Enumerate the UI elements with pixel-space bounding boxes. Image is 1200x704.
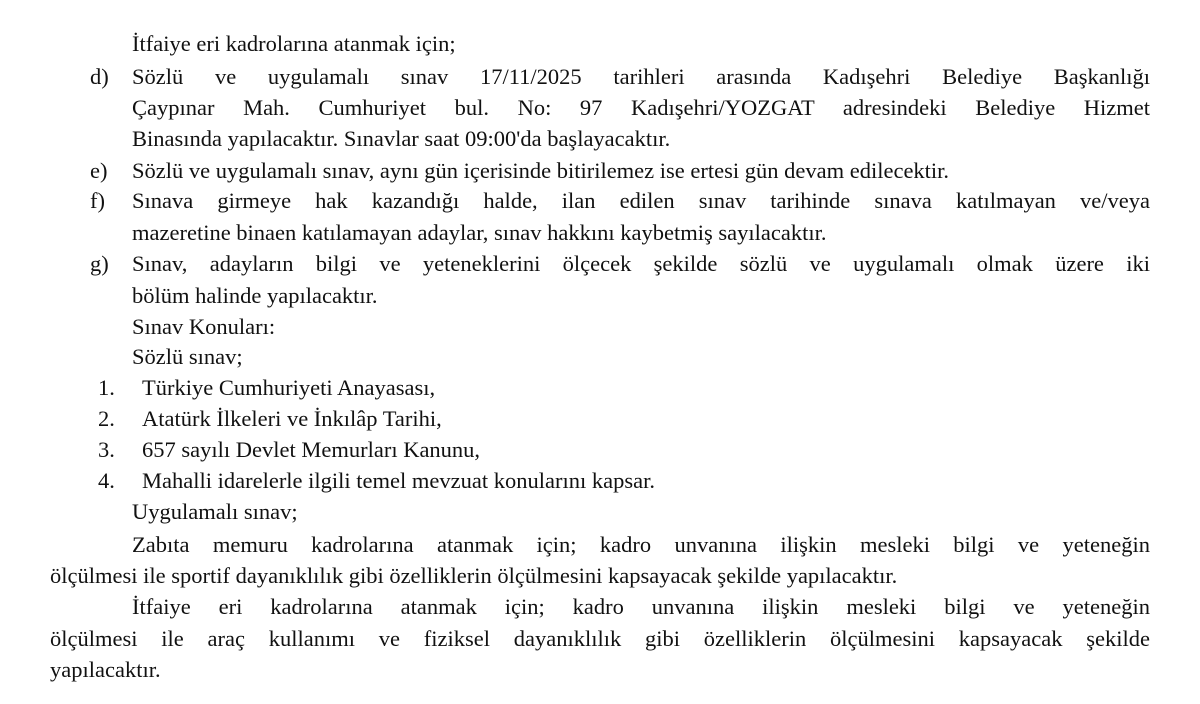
exam-topics-heading: Sınav Konuları: (132, 314, 276, 339)
item-f-line-2: mazeretine binaen katılamayan adaylar, sınav hakkını kaybetmiş sayılacaktır. (132, 220, 827, 245)
practical-exam-heading: Uygulamalı sınav; (132, 499, 298, 524)
oral-topic-2-number: 2. (98, 406, 115, 431)
item-g-line-2: bölüm halinde yapılacaktır. (132, 283, 378, 308)
item-d-marker: d) (90, 64, 109, 89)
item-d-line-2: Çaypınar Mah. Cumhuriyet bul. No: 97 Kadışehri/YOZGAT adresindeki Belediye Hizmet (132, 95, 1150, 120)
oral-topic-4-number: 4. (98, 468, 115, 493)
item-f-line-1: Sınava girmeye hak kazandığı halde, ilan edilen sınav tarihinde sınava katılmayan ve/veya (132, 188, 1150, 213)
oral-topic-1-number: 1. (98, 375, 115, 400)
oral-topic-1: Türkiye Cumhuriyeti Anayasası, (142, 375, 436, 400)
paragraph-1-line-1: Zabıta memuru kadrolarına atanmak için; kadro unvanına ilişkin mesleki bilgi ve yeteneğin (132, 532, 1150, 557)
paragraph-2-line-1: İtfaiye eri kadrolarına atanmak için; kadro unvanına ilişkin mesleki bilgi ve yeteneğin (132, 594, 1150, 619)
oral-topic-4: Mahalli idarelerle ilgili temel mevzuat konularını kapsar. (142, 468, 655, 493)
oral-topic-2: Atatürk İlkeleri ve İnkılâp Tarihi, (142, 406, 442, 431)
item-e-line-1: Sözlü ve uygulamalı sınav, aynı gün içerisinde bitirilemez ise ertesi gün devam edilecektir. (132, 158, 950, 183)
item-f-marker: f) (90, 188, 105, 213)
oral-topic-3-number: 3. (98, 437, 115, 462)
item-d-line-3: Binasında yapılacaktır. Sınavlar saat 09:00'da başlayacaktır. (132, 126, 671, 151)
paragraph-2-line-2: ölçülmesi ile araç kullanımı ve fiziksel dayanıklılık gibi özelliklerin ölçülmesini kapsayacak şekilde (50, 626, 1150, 651)
item-e-marker: e) (90, 158, 108, 183)
oral-topic-3: 657 sayılı Devlet Memurları Kanunu, (142, 437, 481, 462)
item-g-marker: g) (90, 251, 109, 276)
paragraph-1-line-2: ölçülmesi ile sportif dayanıklılık gibi özelliklerin ölçülmesini kapsayacak şekilde yapılacaktır. (50, 563, 898, 588)
oral-exam-heading: Sözlü sınav; (132, 344, 243, 369)
intro-line: İtfaiye eri kadrolarına atanmak için; (132, 31, 456, 56)
item-g-line-1: Sınav, adayların bilgi ve yeteneklerini ölçecek şekilde sözlü ve uygulamalı olmak üzere iki (132, 251, 1150, 276)
item-d-line-1: Sözlü ve uygulamalı sınav 17/11/2025 tarihleri arasında Kadışehri Belediye Başkanlığı (132, 64, 1150, 89)
paragraph-2-line-3: yapılacaktır. (50, 657, 161, 682)
